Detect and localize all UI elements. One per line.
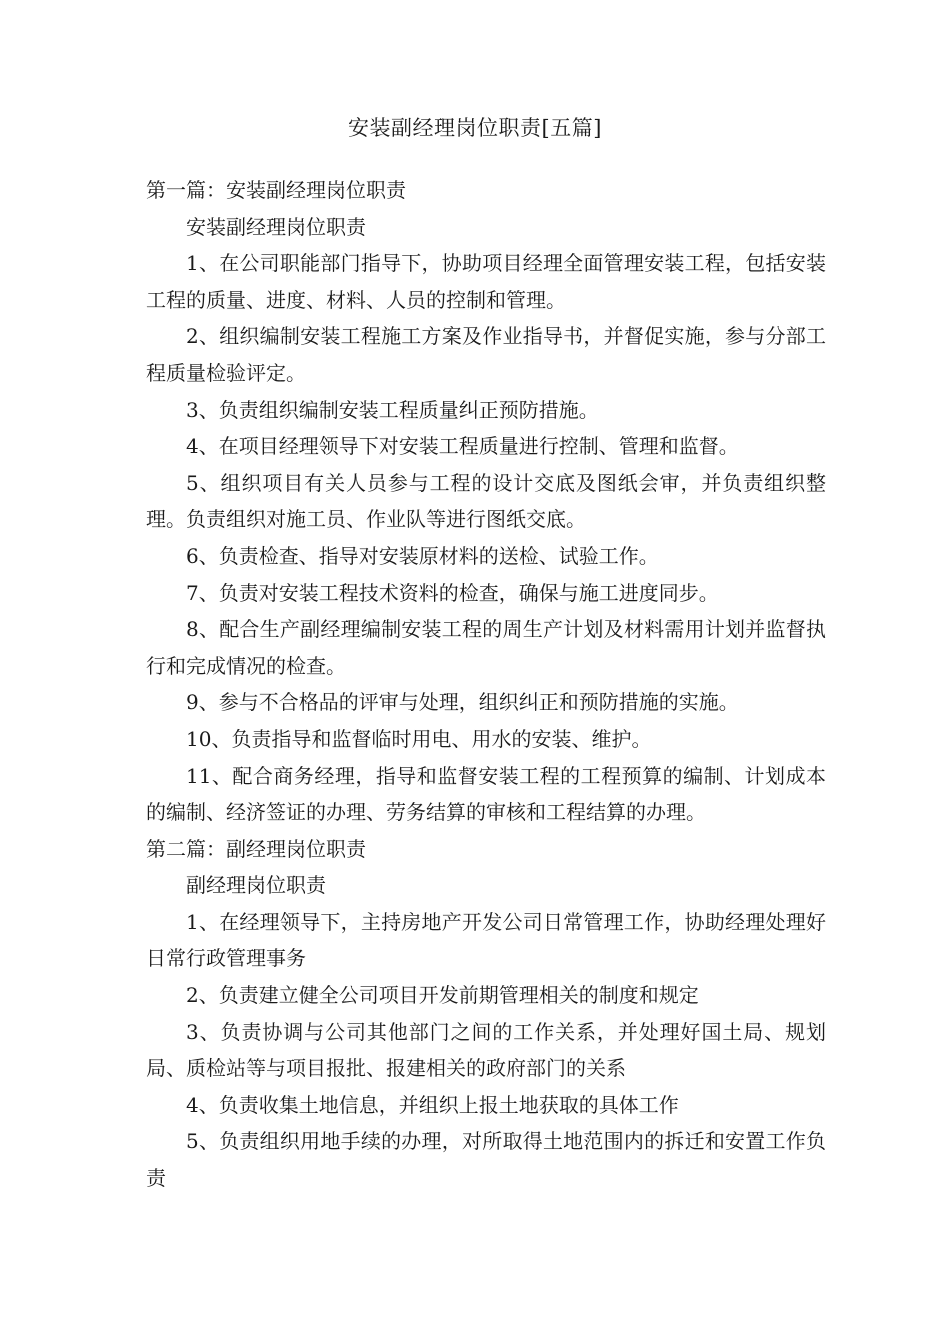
section-subtitle: 副经理岗位职责 [186, 873, 326, 898]
section-1 [146, 172, 826, 831]
paragraph: 4、在项目经理领导下对安装工程质量进行控制、管理和监督。 [186, 434, 739, 459]
paragraph: 8、配合生产副经理编制安装工程的周生产计划及材料需用计划并监督执行和完成情况的检查。 [146, 617, 826, 678]
paragraph: 10、负责指导和监督临时用电、用水的安装、维护。 [186, 726, 652, 751]
paragraph: 11、配合商务经理，指导和监督安装工程的工程预算的编制、计划成本的编制、经济签证的办理、劳务结算的审核和工程结算的办理。 [146, 763, 826, 825]
paragraph: 9、参与不合格品的评审与处理，组织纠正和预防措施的实施。 [186, 690, 739, 715]
document-title: 安装副经理岗位职责[五篇] [348, 116, 602, 140]
paragraph: 1、在经理领导下，主持房地产开发公司日常管理工作，协助经理处理好日常行政管理事务 [146, 909, 826, 971]
paragraph: 1、在公司职能部门指导下，协助项目经理全面管理安装工程，包括安装工程的质量、进度、材料、人员的控制和管理。 [146, 251, 826, 312]
paragraph: 5、负责组织用地手续的办理，对所取得土地范围内的拆迁和安置工作负责 [146, 1129, 826, 1191]
paragraph: 2、负责建立健全公司项目开发前期管理相关的制度和规定 [186, 983, 699, 1008]
paragraph: 6、负责检查、指导对安装原材料的送检、试验工作。 [186, 543, 659, 568]
paragraph: 3、负责协调与公司其他部门之间的工作关系，并处理好国土局、规划局、质检站等与项目报批、报建相关的政府部门的关系 [146, 1019, 826, 1081]
document-body [146, 172, 826, 1197]
section-2 [146, 831, 826, 1197]
paragraph: 5、组织项目有关人员参与工程的设计交底及图纸会审，并负责组织整理。负责组织对施工员、作业队等进行图纸交底。 [146, 470, 826, 532]
paragraph: 7、负责对安装工程技术资料的检查，确保与施工进度同步。 [186, 580, 719, 605]
section-heading: 第二篇：副经理岗位职责 [146, 836, 366, 861]
paragraph: 2、组织编制安装工程施工方案及作业指导书，并督促实施，参与分部工程质量检验评定。 [146, 324, 826, 385]
section-heading: 第一篇：安装副经理岗位职责 [146, 178, 406, 202]
paragraph: 4、负责收集土地信息，并组织上报土地获取的具体工作 [186, 1092, 679, 1117]
section-subtitle: 安装副经理岗位职责 [186, 214, 366, 239]
paragraph: 3、负责组织编制安装工程质量纠正预防措施。 [186, 397, 599, 422]
